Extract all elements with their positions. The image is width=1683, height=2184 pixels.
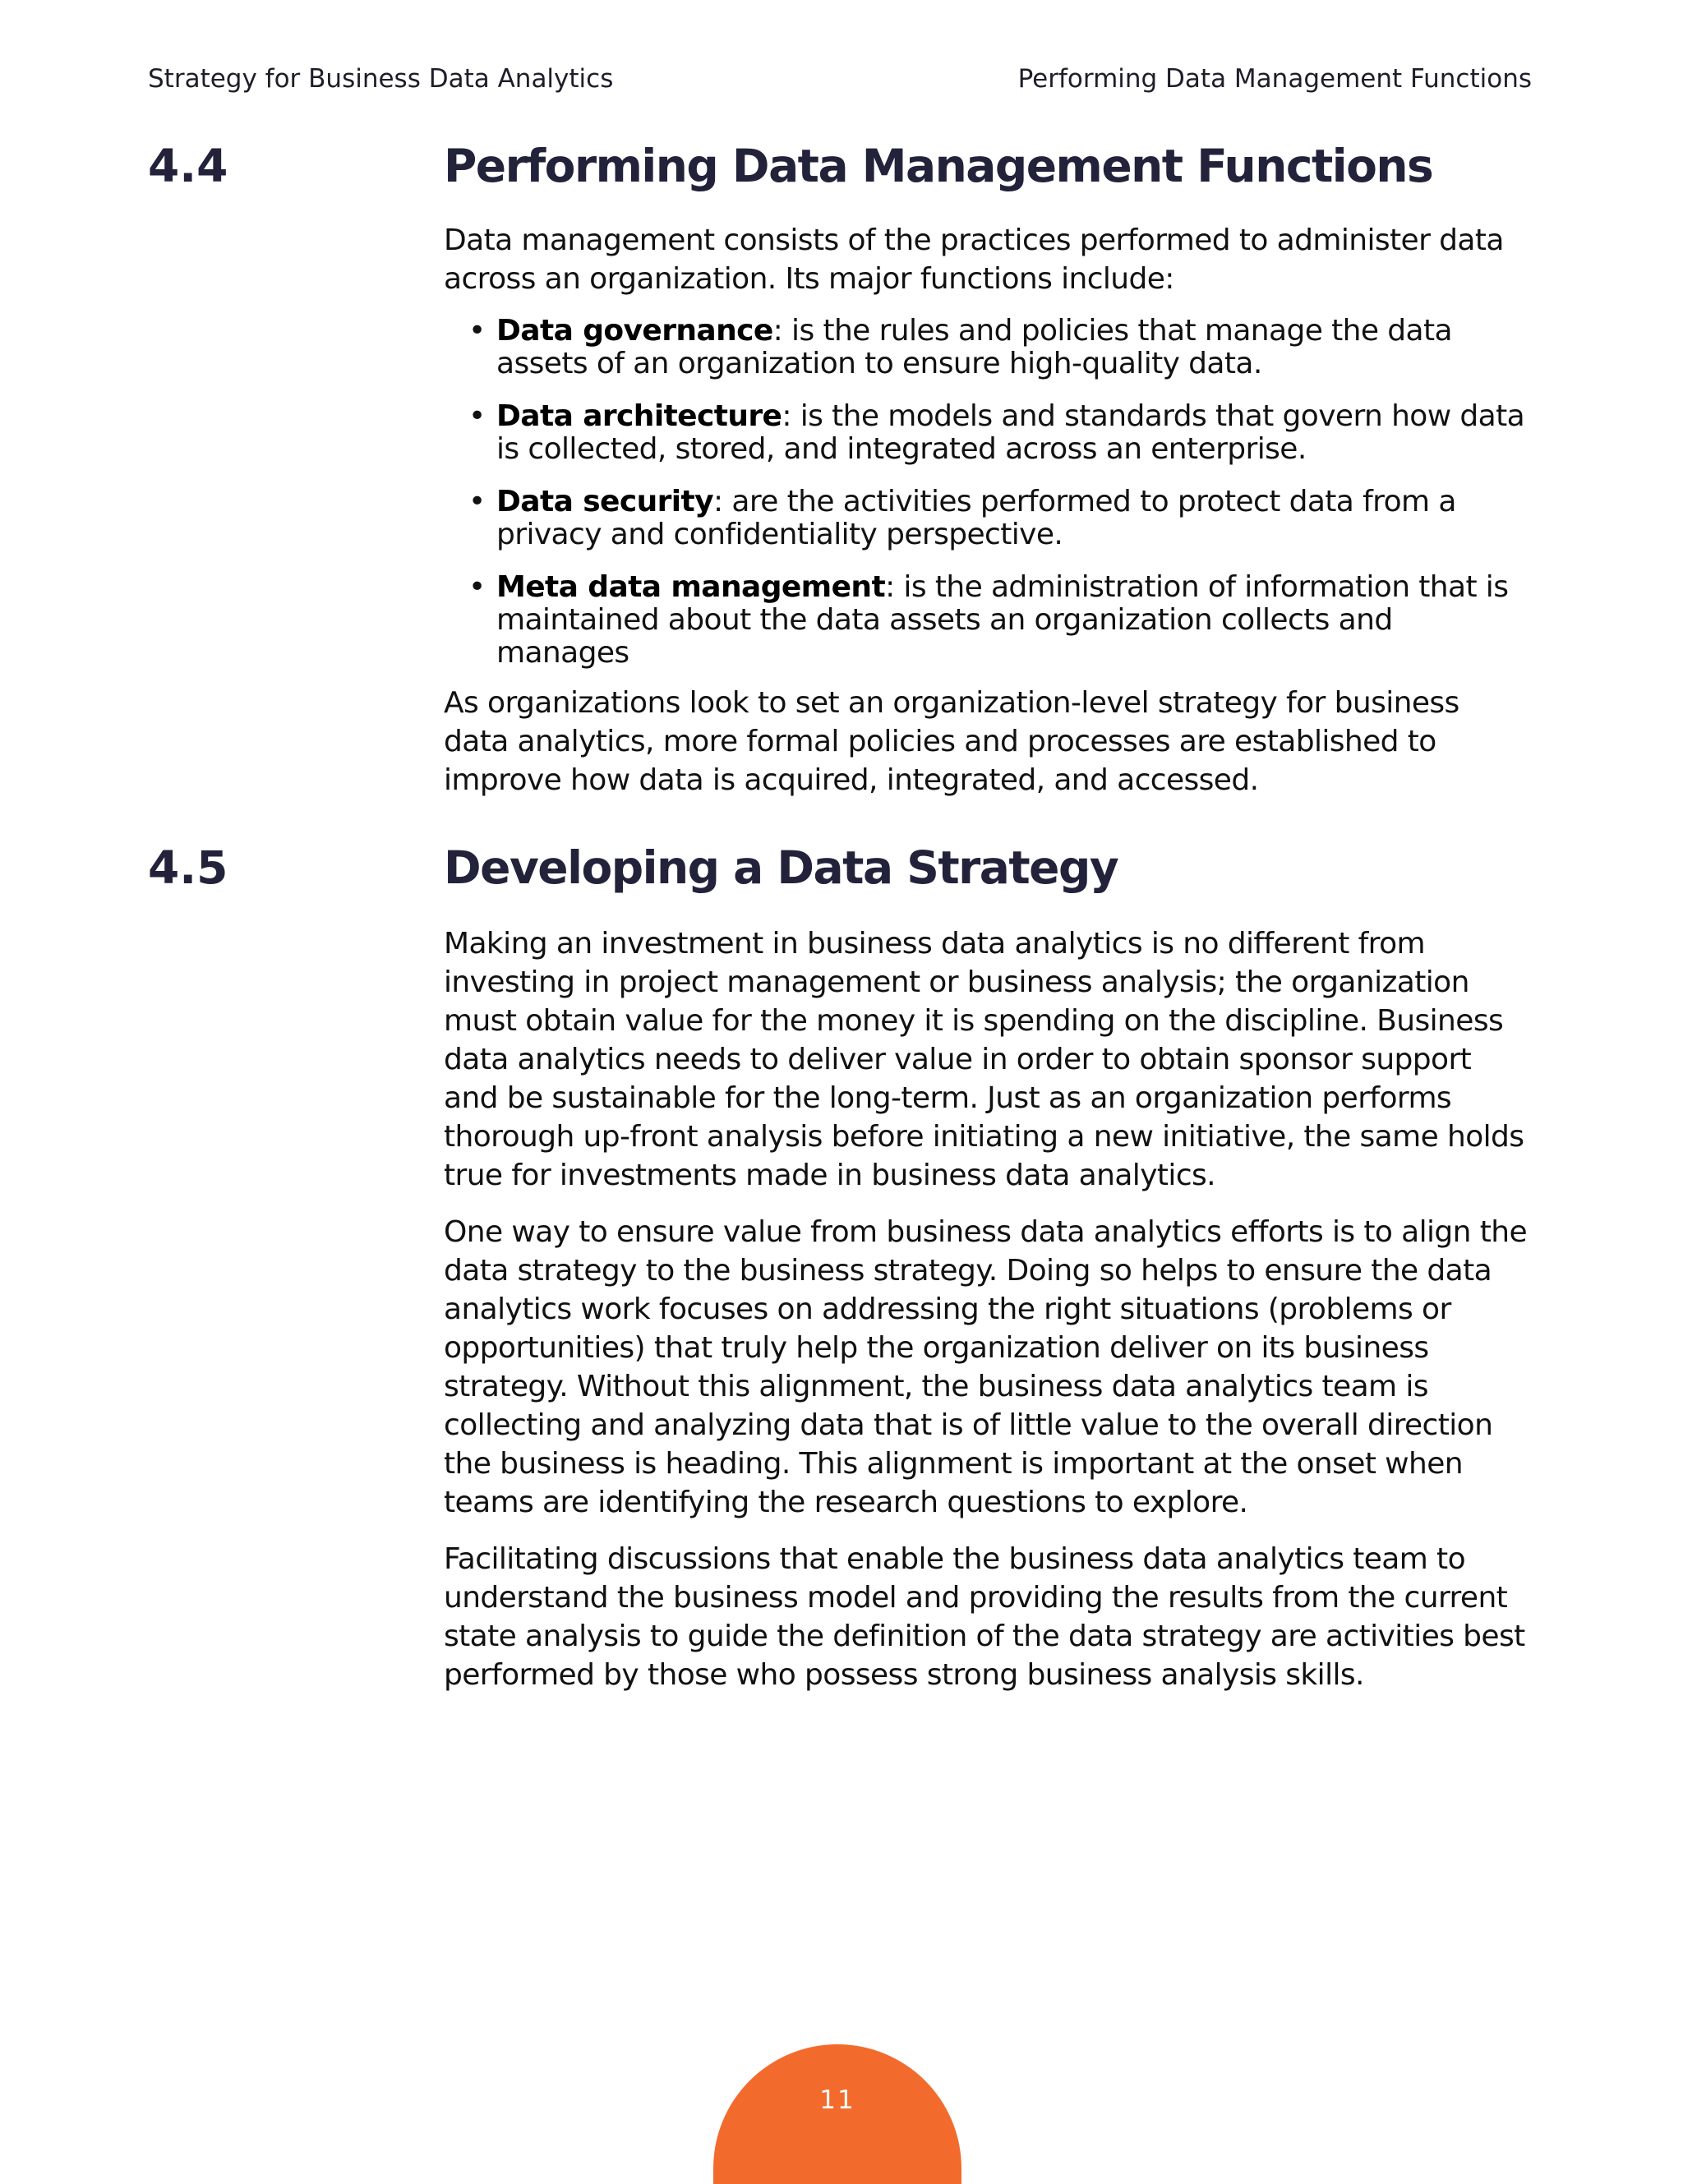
section-number-4-4: 4.4 xyxy=(148,140,228,192)
list-item xyxy=(444,400,1532,466)
section-title-4-5: Developing a Data Strategy xyxy=(444,841,1118,894)
section-4-4-intro: Data management consists of the practices performed to administer data across an organization. Its major functions include: xyxy=(444,223,1504,296)
section-4-4-body xyxy=(444,221,1532,799)
list-item-text: : is the models and standards that govern how data is collected, stored, and integrated across an enterprise. xyxy=(496,399,1525,466)
bullet-icon: • xyxy=(468,314,486,348)
list-item-term: Data security xyxy=(496,485,713,518)
bullet-icon: • xyxy=(468,485,486,518)
list-item xyxy=(444,486,1532,551)
header-chapter-title: Performing Data Management Functions xyxy=(1017,64,1532,94)
data-management-functions-list xyxy=(444,315,1532,670)
section-4-5-paragraph: Facilitating discussions that enable the business data analytics team to understand the business model and providing the results from the current state analysis to guide the definition of the data strategy are activities best performed by those who possess strong business analysis skills. xyxy=(444,1542,1525,1692)
list-item xyxy=(444,315,1532,380)
list-item-term: Data architecture xyxy=(496,399,782,433)
bullet-icon: • xyxy=(468,399,486,433)
list-item xyxy=(444,571,1532,670)
section-4-5-body xyxy=(444,924,1532,1694)
section-4-4-closing: As organizations look to set an organization-level strategy for business data analytics, more formal policies and processes are established to improve how data is acquired, integrated, and accessed. xyxy=(444,686,1459,797)
section-4-5-paragraph: Making an investment in business data analytics is no different from investing in project management or business analysis; the organization must obtain value for the money it is spending on the discipline. Business data analytics needs to deliver value in order to obtain sponsor support and be sustainable for the long-term. Just as an organization performs thorough up-front analysis before initiating a new initiative, the same holds true for investments made in business data analytics. xyxy=(444,927,1524,1192)
list-item-term: Data governance xyxy=(496,314,773,348)
header-document-title: Strategy for Business Data Analytics xyxy=(148,64,614,94)
page-number-badge xyxy=(713,2044,961,2184)
list-item-term: Meta data management xyxy=(496,570,886,604)
running-header xyxy=(148,64,1532,94)
section-4-5-paragraph: One way to ensure value from business data analytics efforts is to align the data strategy to the business strategy. Doing so helps to ensure the data analytics work focuses on addressing the right situations (problems or opportunities) that truly help the organization deliver on its business strategy. Without this alignment, the business data analytics team is collecting and analyzing data that is of little value to the overall direction the business is heading. This alignment is important at the onset when teams are identifying the research questions to explore. xyxy=(444,1215,1528,1519)
section-title-4-4: Performing Data Management Functions xyxy=(444,140,1433,192)
bullet-icon: • xyxy=(468,570,486,604)
list-item-text: : is the rules and policies that manage the data assets of an organization to ensure high-quality data. xyxy=(496,314,1452,380)
list-item-text: : are the activities performed to protect data from a privacy and confidentiality perspective. xyxy=(496,485,1456,551)
section-number-4-5: 4.5 xyxy=(148,841,228,894)
page-number: 11 xyxy=(819,2085,855,2115)
list-item-text: : is the administration of information that is maintained about the data assets an organization collects and manages xyxy=(496,570,1509,670)
